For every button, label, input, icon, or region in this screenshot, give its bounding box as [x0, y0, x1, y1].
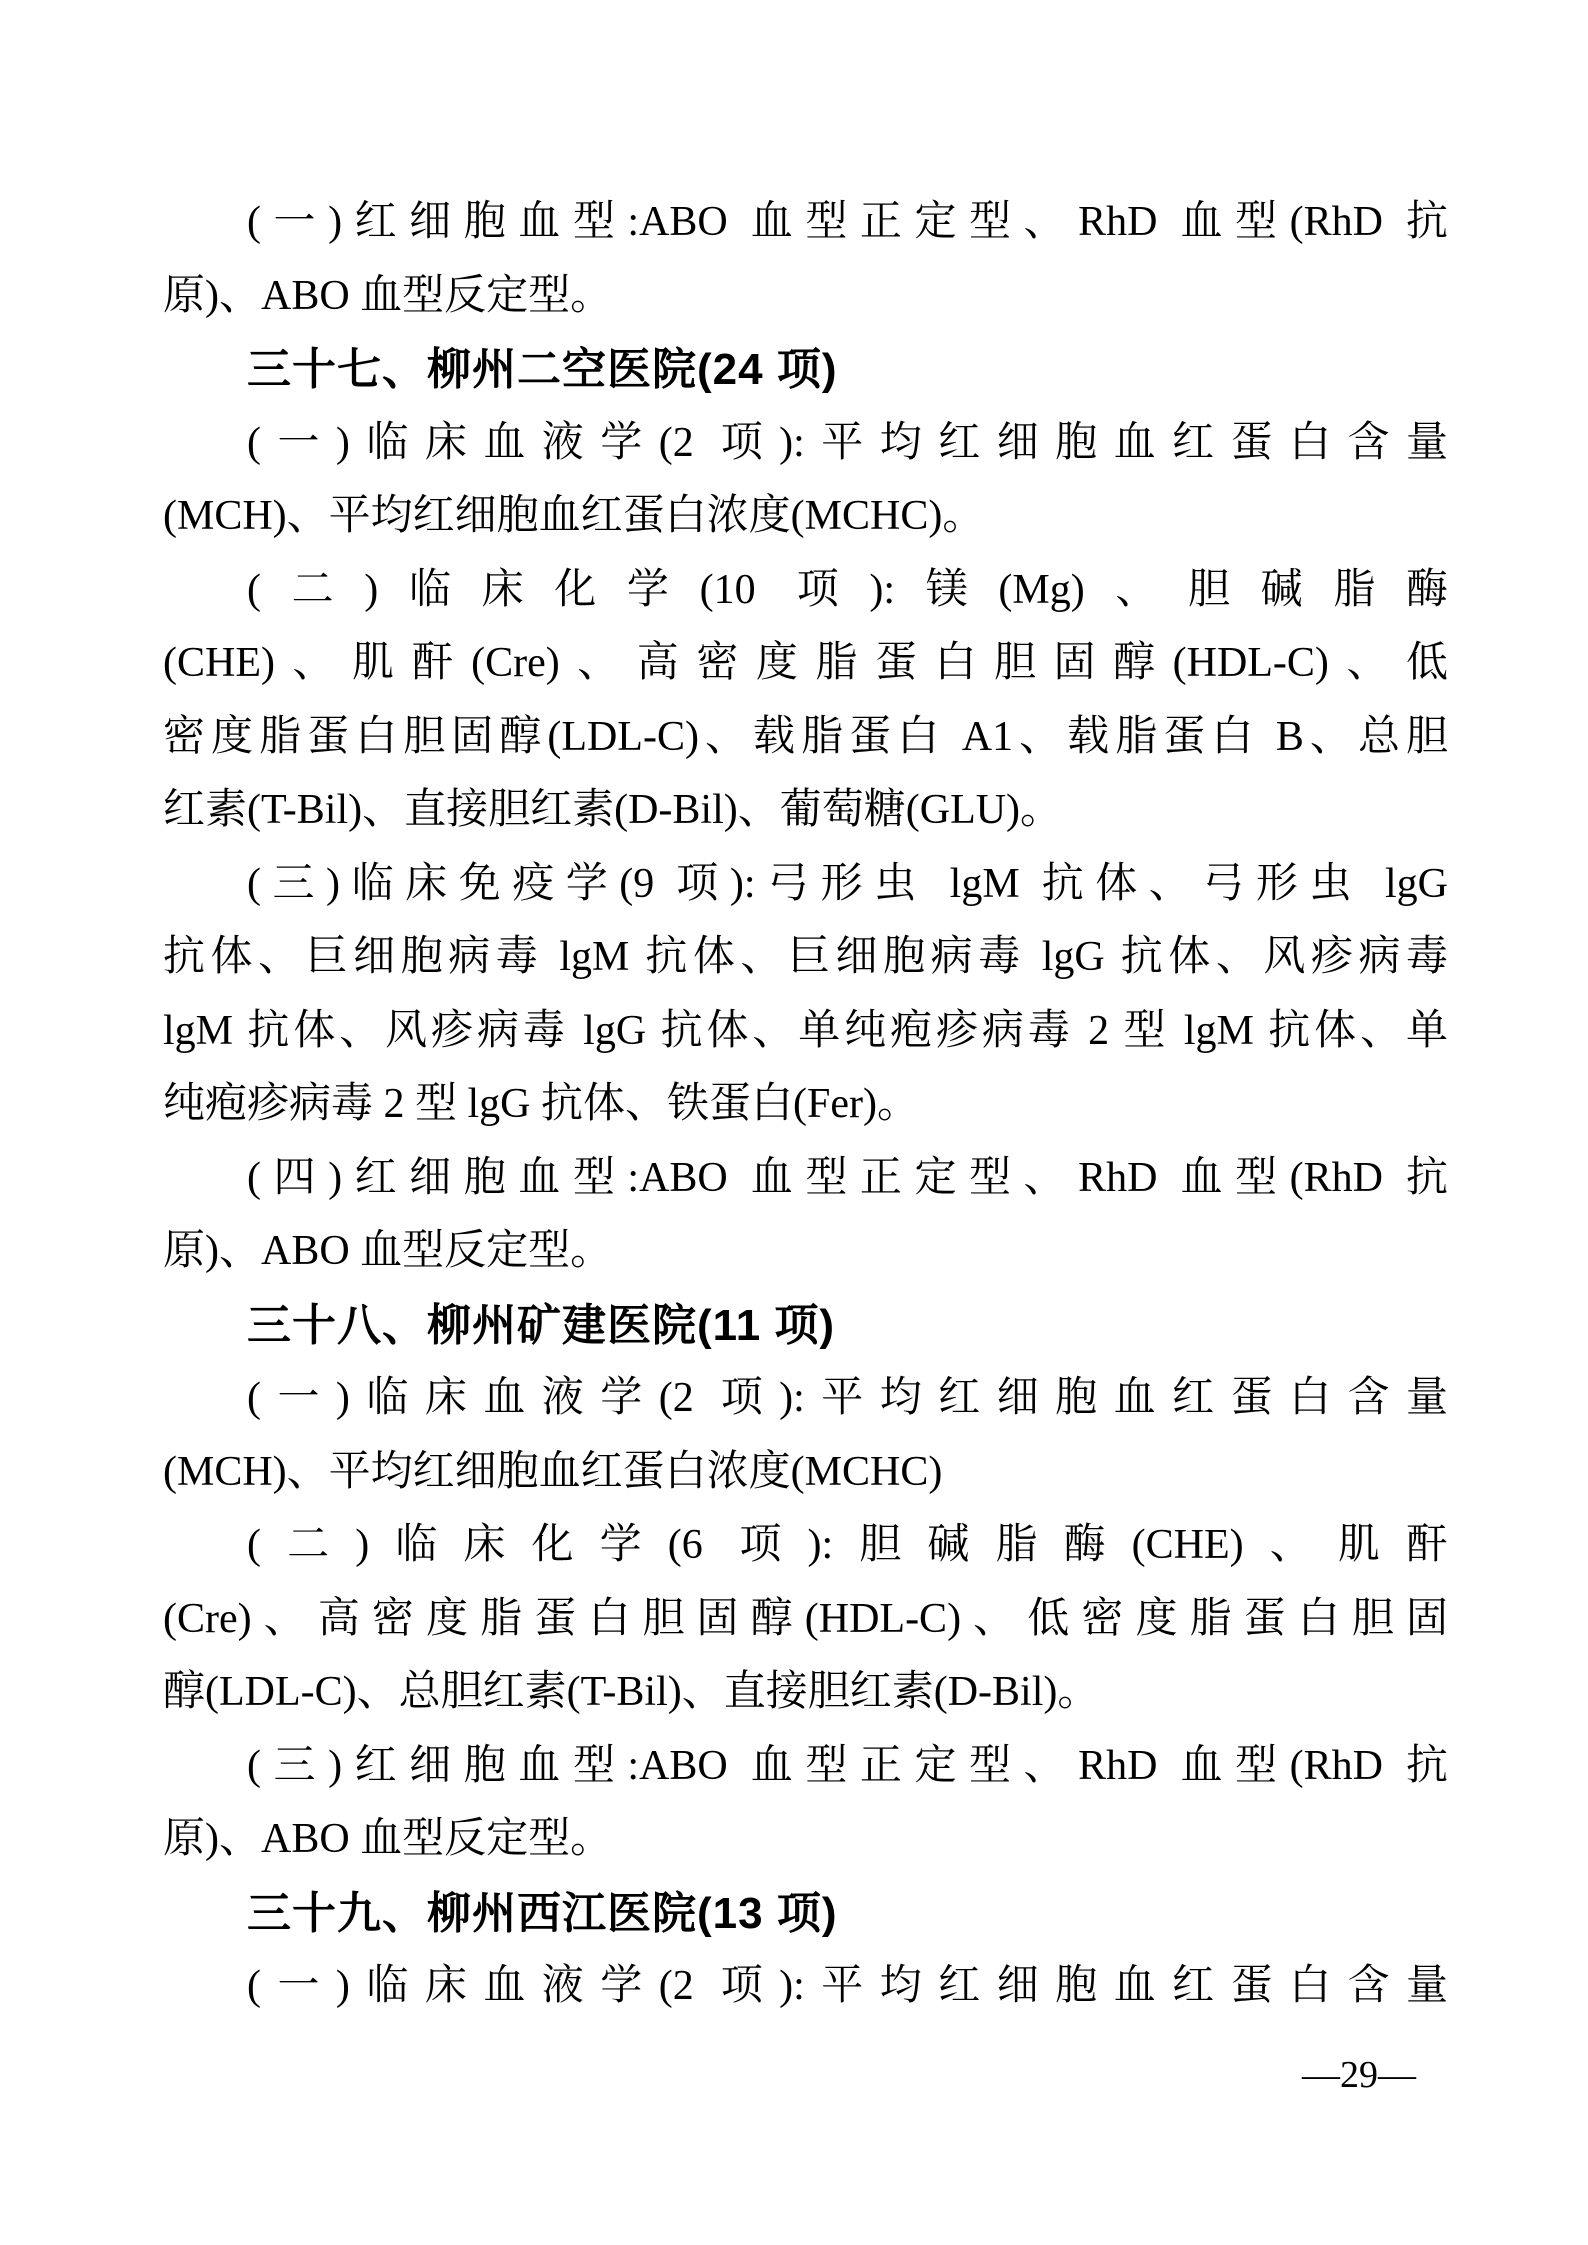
text-line: lgM 抗体、风疹病毒 lgG 抗体、单纯疱疹病毒 2 型 lgM 抗体、单: [163, 1007, 1448, 1054]
text-line: (四)红细胞血型:ABO 血型正定型、RhD 血型(RhD 抗: [247, 1154, 1448, 1201]
text-line: (二)临床化学(10 项):镁(Mg)、胆碱脂酶: [247, 566, 1448, 613]
text-line: (一)红细胞血型:ABO 血型正定型、RhD 血型(RhD 抗: [247, 199, 1448, 245]
page-number: —29—: [1302, 2054, 1416, 2096]
text-line: (三)临床免疫学(9 项):弓形虫 lgM 抗体、弓形虫 lgG: [247, 860, 1448, 907]
text-line: (一)临床血液学(2 项):平均红细胞血红蛋白含量: [247, 419, 1448, 466]
text-line: 红素(T-Bil)、直接胆红素(D-Bil)、葡萄糖(GLU)。: [163, 787, 1063, 833]
section-heading: 三十九、柳州西江医院(13 项): [247, 1888, 838, 1938]
text-line: (MCH)、平均红细胞血红蛋白浓度(MCHC): [163, 1448, 943, 1495]
text-line: 原)、ABO 血型反定型。: [163, 272, 613, 319]
text-line: 纯疱疹病毒 2 型 lgG 抗体、铁蛋白(Fer)。: [163, 1081, 919, 1127]
document-body: [163, 186, 1448, 2024]
text-line: 抗体、巨细胞病毒 lgM 抗体、巨细胞病毒 lgG 抗体、风疹病毒: [163, 934, 1448, 980]
text-line: (CHE)、肌酐(Cre)、高密度脂蛋白胆固醇(HDL-C)、低: [163, 640, 1448, 686]
text-line: (一)临床血液学(2 项):平均红细胞血红蛋白含量: [247, 1963, 1448, 2009]
text-line: 醇(LDL-C)、总胆红素(T-Bil)、直接胆红素(D-Bil)。: [163, 1669, 1100, 1715]
section-heading: 三十七、柳州二空医院(24 项): [247, 345, 838, 394]
text-line: (三)红细胞血型:ABO 血型正定型、RhD 血型(RhD 抗: [247, 1742, 1448, 1789]
text-line: (MCH)、平均红细胞血红蛋白浓度(MCHC)。: [163, 493, 985, 539]
text-line: 原)、ABO 血型反定型。: [163, 1816, 613, 1862]
text-line: (Cre)、高密度脂蛋白胆固醇(HDL-C)、低密度脂蛋白胆固: [163, 1595, 1448, 1642]
text-line: (一)临床血液学(2 项):平均红细胞血红蛋白含量: [247, 1375, 1448, 1421]
text-line: 密度脂蛋白胆固醇(LDL-C)、载脂蛋白 A1、载脂蛋白 B、总胆: [163, 713, 1448, 760]
text-line: (二)临床化学(6 项):胆碱脂酶(CHE)、肌酐: [247, 1522, 1448, 1568]
text-line: 原)、ABO 血型反定型。: [163, 1228, 613, 1274]
section-heading: 三十八、柳州矿建医院(11 项): [247, 1300, 836, 1350]
